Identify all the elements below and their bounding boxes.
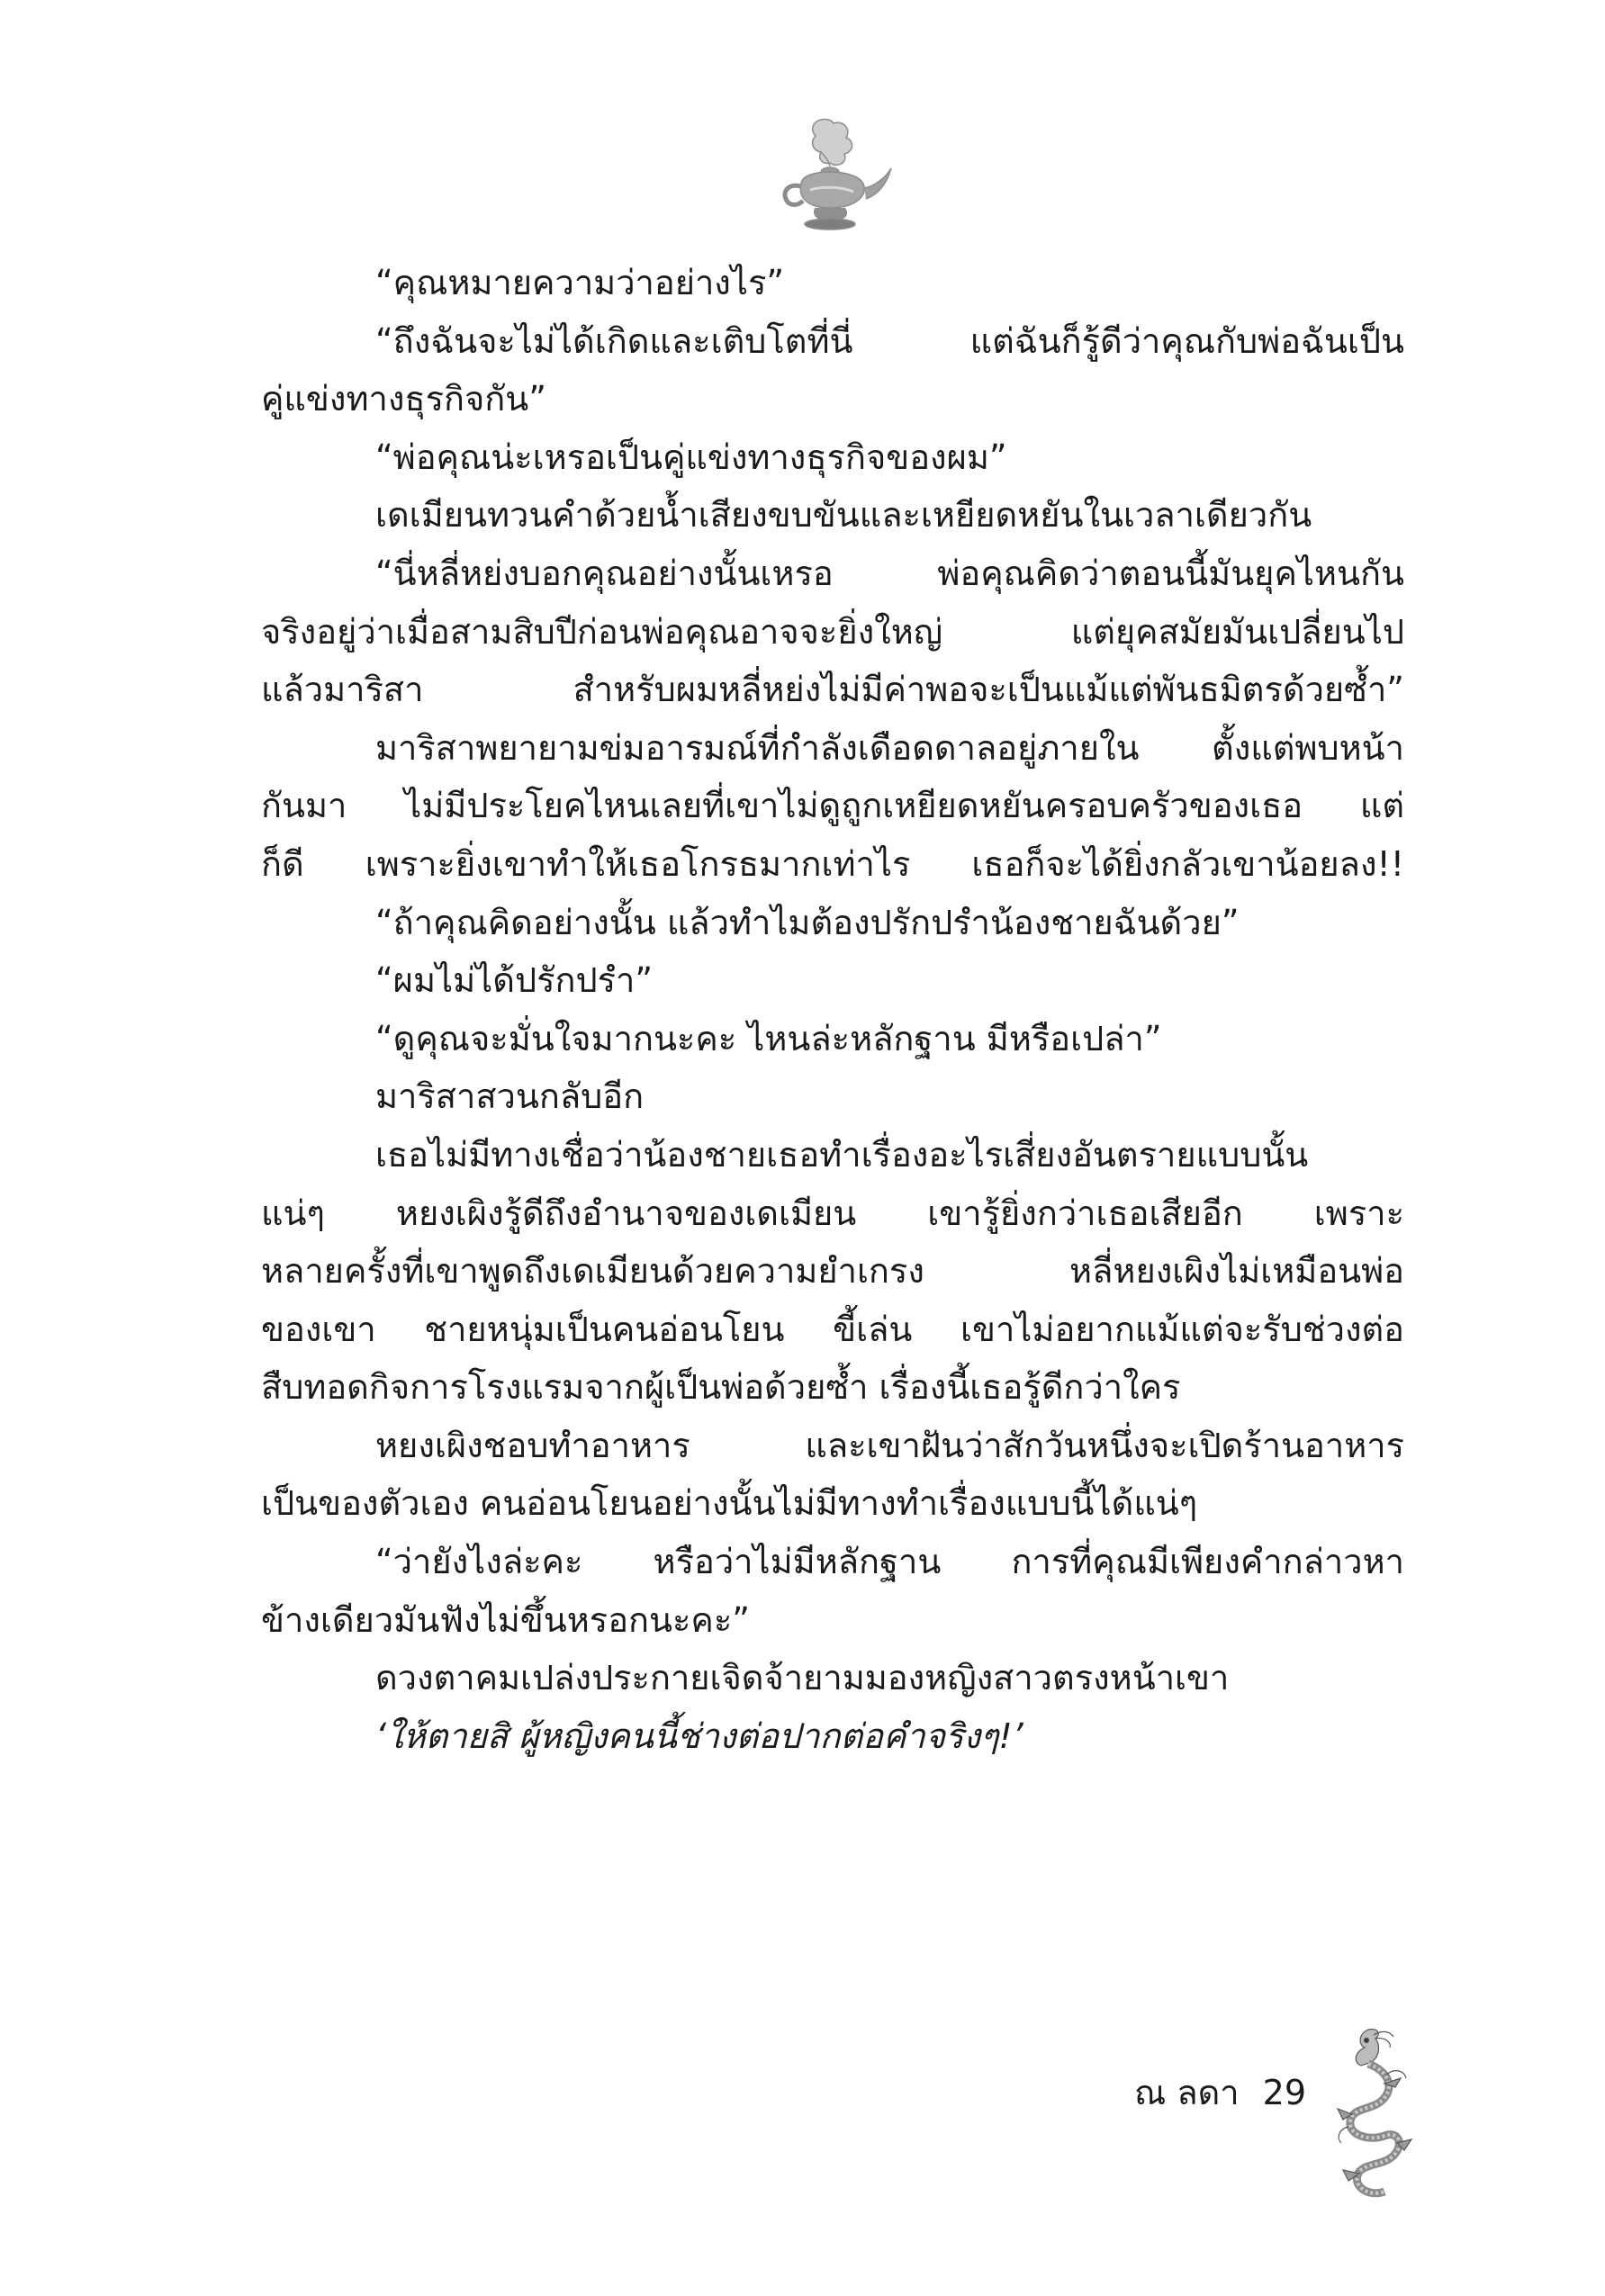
text-line: หลายครั้งที่เขาพูดถึงเดเมียนด้วยความยำเกรง หลี่หยงเผิงไม่เหมือนพ่อ [261,1251,1404,1292]
text-line: ข้างเดียวมันฟังไม่ขึ้นหรอกนะคะ” [261,1599,750,1640]
body-text [261,254,1404,1765]
text-line: ‘ให้ตายสิ ผู้หญิงคนนี้ช่างต่อปากต่อคำจริงๆ!’ [375,1715,1023,1756]
text-line: แล้วมาริสา สำหรับผมหลี่หย่งไม่มีค่าพอจะเป็นแม้แต่พันธมิตรด้วยซ้ำ” [261,670,1404,710]
text-line: หยงเผิงชอบทำอาหาร และเขาฝันว่าสักวันหนึ่งจะเปิดร้านอาหาร [375,1425,1404,1465]
text-line: แน่ๆ หยงเผิงรู้ดีถึงอำนาจของเดเมียน เขารู้ยิ่งกว่าเธอเสียอีก เพราะ [261,1193,1404,1233]
text-line: ดวงตาคมเปล่งประกายเจิดจ้ายามมองหญิงสาวตรงหน้าเขา [375,1658,1230,1698]
text-line: ของเขา ชายหนุ่มเป็นคนอ่อนโยน ขี้เล่น เขาไม่อยากแม้แต่จะรับช่วงต่อ [261,1309,1404,1349]
text-line: “คุณหมายความว่าอย่างไร” [375,263,785,302]
author-name: ณ ลดา [1134,2073,1240,2112]
text-line: กันมา ไม่มีประโยคไหนเลยที่เขาไม่ดูถูกเหยียดหยันครอบครัวของเธอ แต่ [261,786,1404,826]
text-line: คู่แข่งทางธุรกิจกัน” [261,379,546,419]
text-line: “ผมไม่ได้ปรักปรำ” [375,960,654,1001]
text-line: “นี่หลี่หย่งบอกคุณอย่างนั้นเหรอ พ่อคุณคิดว่าตอนนี้มันยุคไหนกัน [375,553,1404,593]
text-line: เธอไม่มีทางเชื่อว่าน้องชายเธอทำเรื่องอะไรเสี่ยงอันตรายแบบนั้น [375,1134,1309,1175]
text-line: “พ่อคุณน่ะเหรอเป็นคู่แข่งทางธุรกิจของผม” [375,437,1007,477]
text-line: มาริสาพยายามข่มอารมณ์ที่กำลังเดือดดาลอยู่ภายใน ตั้งแต่พบหน้า [375,727,1404,768]
text-line: “ถึงฉันจะไม่ได้เกิดและเติบโตที่นี่ แต่ฉันก็รู้ดีว่าคุณกับพ่อฉันเป็น [375,320,1404,361]
text-line: “ว่ายังไงล่ะคะ หรือว่าไม่มีหลักฐาน การที่คุณมีเพียงคำกล่าวหา [375,1542,1404,1582]
page-footer [1134,2070,1306,2115]
text-line: เป็นของตัวเอง คนอ่อนโยนอย่างนั้นไม่มีทางทำเรื่องแบบนี้ได้แน่ๆ [261,1483,1198,1524]
text-line: มาริสาสวนกลับอีก [375,1076,645,1117]
dragon-icon [1332,2021,1413,2201]
page-number: 29 [1262,2073,1306,2112]
genie-lamp-icon [765,113,896,234]
text-line: สืบทอดกิจการโรงแรมจากผู้เป็นพ่อด้วยซ้ำ เรื่องนี้เธอรู้ดีกว่าใคร [261,1367,1181,1408]
text-line: ก็ดี เพราะยิ่งเขาทำให้เธอโกรธมากเท่าไร เธอก็จะได้ยิ่งกลัวเขาน้อยลง!! [261,843,1404,884]
text-line: จริงอยู่ว่าเมื่อสามสิบปีก่อนพ่อคุณอาจจะยิ่งใหญ่ แต่ยุคสมัยมันเปลี่ยนไป [261,611,1404,652]
text-line: “ถ้าคุณคิดอย่างนั้น แล้วทำไมต้องปรักปรำน้องชายฉันด้วย” [375,902,1240,942]
text-line: เดเมียนทวนคำด้วยน้ำเสียงขบขันและเหยียดหยันในเวลาเดียวกัน [375,495,1312,536]
text-line: “ดูคุณจะมั่นใจมากนะคะ ไหนล่ะหลักฐาน มีหรือเปล่า” [375,1018,1162,1058]
